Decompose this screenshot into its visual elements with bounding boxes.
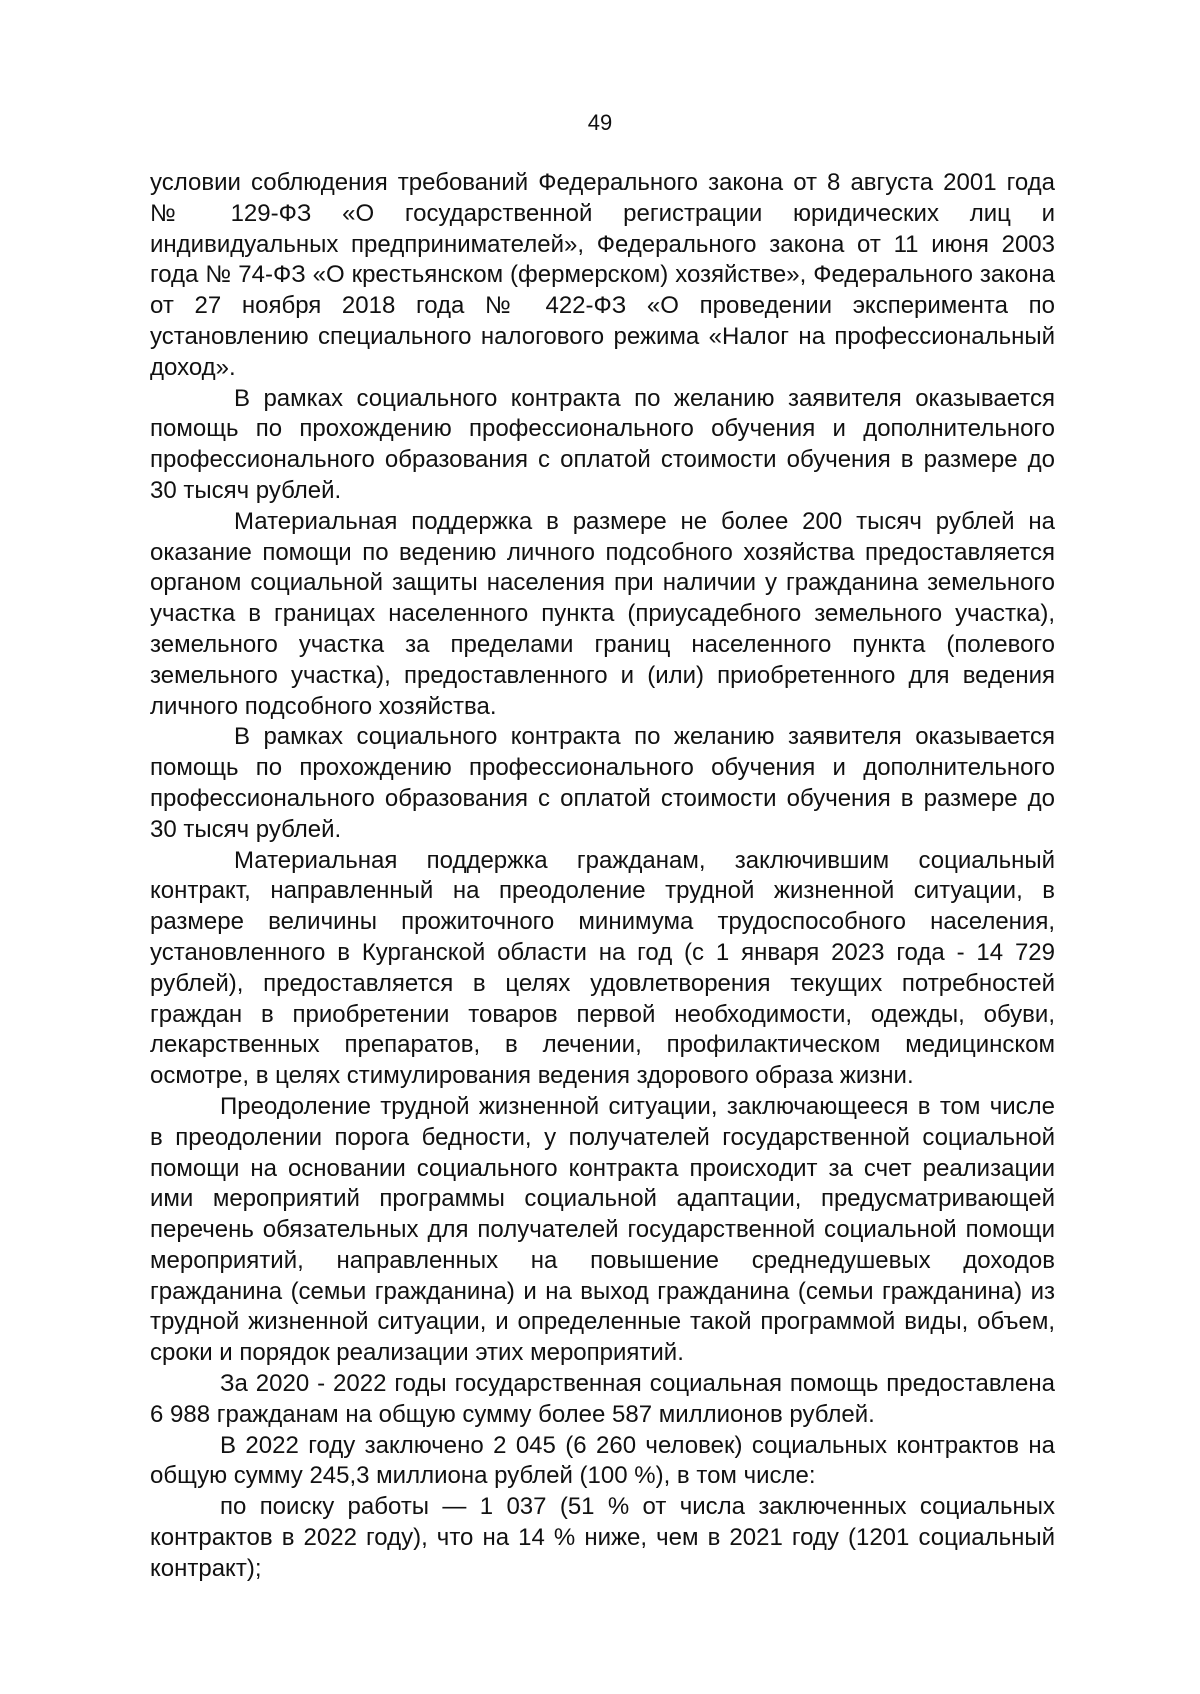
paragraph-subsidiary-farming-support: Материальная поддержка в размере не более 200 тысяч рублей на оказание помощи по ведению личного подсобного хозяйства предоставляется органом социальной защиты населения при наличии у гражданина земельного участка в границах населенного пункта (приусадебного земельного участка), земельного участка за пределами границ населенного пункта (полевого земельного участка), предоставленного и (или) приобретенного для ведения личного подсобного хозяйства.: [150, 507, 1055, 720]
page-number: 49: [587, 110, 613, 135]
paragraph-continuation: условии соблюдения требований Федерального закона от 8 августа 2001 года № 129-ФЗ «О государственной регистрации юридических лиц и индивидуальных предпринимателей», Федерального закона от 11 июня 2003 года № 74-ФЗ «О крестьянском (фермерском) хозяйстве», Федерального закона от 27 ноября 2018 года № 422-ФЗ «О проведении эксперимента по установлению специального налогового режима «Налог на профессиональный доход».: [150, 169, 1055, 381]
paragraph-assistance-totals: За 2020 - 2022 годы государственная социальная помощь предоставлена 6 988 гражданам на общую сумму более 587 миллионов рублей.: [150, 1370, 1055, 1428]
paragraph-overcoming-hardship: Преодоление трудной жизненной ситуации, заключающееся в том числе в преодолении порога бедности, у получателей государственной социальной помощи на основании социального контракта происходит за счет реализации ими мероприятий программы социальной адаптации, предусматривающей перечень обязательных для получателей государственной социальной помощи мероприятий, направленных на повышение среднедушевых доходов гражданина (семьи гражданина) и на выход гражданина (семьи гражданина) из трудной жизненной ситуации, и определенные такой программой виды, объем, сроки и порядок реализации этих мероприятий.: [150, 1092, 1055, 1367]
paragraph-material-support: Материальная поддержка гражданам, заключившим социальный контракт, направленный на преодоление трудной жизненной ситуации, в размере величины прожиточного минимума трудоспособного населения, установленного в Курганской области на год (с 1 января 2023 года - 14 729 рублей), предоставляется в целях удовлетворения текущих потребностей граждан в приобретении товаров первой необходимости, одежды, обуви, лекарственных препаратов, в лечении, профилактическом медицинском осмотре, в целях стимулирования ведения здорового образа жизни.: [150, 846, 1055, 1090]
paragraph-training-assistance-repeat: В рамках социального контракта по желанию заявителя оказывается помощь по прохождению профессионального обучения и дополнительного профессионального образования с оплатой стоимости обучения в размере до 30 тысяч рублей.: [150, 723, 1055, 843]
paragraph-training-assistance: В рамках социального контракта по желанию заявителя оказывается помощь по прохождению профессионального обучения и дополнительного профессионального образования с оплатой стоимости обучения в размере до 30 тысяч рублей.: [150, 384, 1055, 504]
document-body: [150, 168, 1055, 1585]
paragraph-job-search-contracts: по поиску работы — 1 037 (51 % от числа заключенных социальных контрактов в 2022 году), что на 14 % ниже, чем в 2021 году (1201 социальный контракт);: [150, 1493, 1055, 1582]
paragraph-contracts-2022: В 2022 году заключено 2 045 (6 260 человек) социальных контрактов на общую сумму 245,3 миллиона рублей (100 %), в том числе:: [150, 1431, 1055, 1490]
